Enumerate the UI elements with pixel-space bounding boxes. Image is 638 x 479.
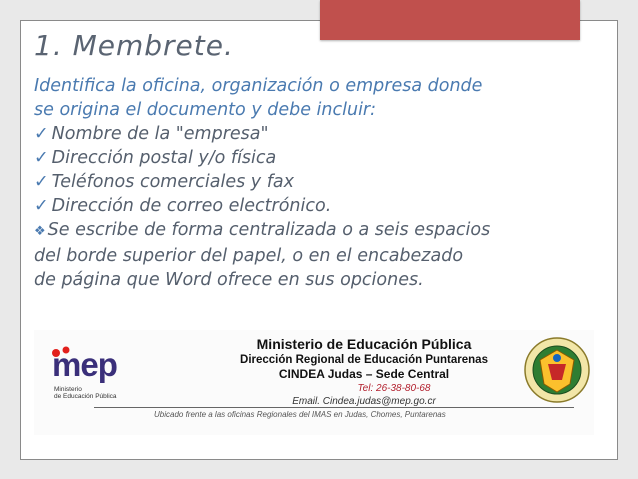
checkmark-icon: ✓ — [34, 172, 49, 192]
checkmark-icon: ✓ — [34, 196, 49, 216]
intro-line-2: se origina el documento y debe incluir: — [34, 100, 377, 120]
note-line-1 — [34, 218, 594, 244]
letterhead-footer: Ubicado frente a las oficinas Regionales del IMAS en Judas, Chomes, Puntarenas — [154, 410, 446, 419]
accent-rectangle — [320, 0, 580, 40]
diamond-bullet-icon: ❖ — [34, 224, 46, 239]
checklist-item-label: Dirección de correo electrónico. — [51, 196, 332, 216]
checklist-item-label: Teléfonos comerciales y fax — [51, 172, 294, 192]
checkmark-icon: ✓ — [34, 124, 49, 144]
note-text-1: Se escribe de forma centralizada o a seis espacios — [47, 220, 491, 240]
checklist-item — [34, 122, 594, 146]
letterhead-text — [214, 336, 514, 409]
letterhead-direction: Dirección Regional de Educación Puntarenas — [240, 354, 488, 366]
mep-logo-word: mep — [52, 346, 117, 383]
checklist-item-label: Nombre de la "empresa" — [51, 124, 269, 144]
mep-logo-subtitle-line-2: de Educación Pública — [54, 393, 117, 400]
mep-logo-subtitle-line-1: Ministerio — [54, 386, 82, 393]
letterhead-cindea: CINDEA Judas – Sede Central — [278, 367, 450, 381]
slide-body — [34, 74, 594, 292]
checklist-item — [34, 170, 594, 194]
school-crest-icon — [522, 336, 592, 404]
note-line-3: de página que Word ofrece en sus opciones. — [34, 270, 424, 290]
intro-line-1: Identifica la oficina, organización o empresa donde — [34, 76, 483, 96]
mep-logo — [42, 344, 142, 404]
checklist-item — [34, 194, 594, 218]
checkmark-icon: ✓ — [34, 148, 49, 168]
letterhead-tel: Tel: 26-38-80-68 — [357, 383, 431, 394]
letterhead-ministry: Ministerio de Educación Pública — [256, 336, 472, 352]
note-line-2: del borde superior del papel, o en el encabezado — [34, 246, 464, 266]
letterhead-email: Email. Cindea.judas@mep.go.cr — [292, 396, 436, 407]
checklist-item — [34, 146, 594, 170]
checklist-item-label: Dirección postal y/o física — [51, 148, 277, 168]
letterhead-image — [34, 330, 594, 435]
mep-logo-subtitle — [54, 386, 117, 400]
letterhead-divider — [94, 407, 574, 408]
slide-title: 1. Membrete. — [34, 29, 234, 62]
